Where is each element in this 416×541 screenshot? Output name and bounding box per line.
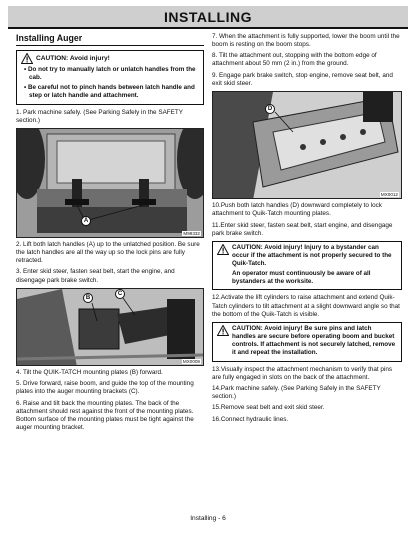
step-6: 6. Raise and tilt back the mounting plates. The back of the attachment should rest against the front of the mounting plates. Bottom surface of the mounting plates must be tight against the auger mounting bracket. [16, 399, 194, 431]
page-header-title: INSTALLING [164, 9, 252, 25]
step-1: 1. Park machine safely. (See Parking Safely in the SAFETY section.) [16, 108, 183, 124]
caution-title: CAUTION: Avoid injury! Injury to a bystander can occur if the attachment is not properly secured to the Quik-Tatch. [232, 243, 392, 267]
section-title: Installing Auger [16, 33, 204, 46]
warning-icon [217, 244, 229, 255]
step-4: 4. Tilt the QUIK-TATCH mounting plates (B) forward. [16, 368, 163, 376]
latch-down-photo [213, 92, 402, 199]
caution-box-pinch [16, 50, 204, 105]
caution-box-latch [212, 322, 402, 362]
step-8: 8. Tilt the attachment out, stopping with the bottom edge of attachment about 50 mm (2 in.) from the ground. [212, 52, 377, 68]
step-14: 14.Park machine safely. (See Parking Safely in the SAFETY section.) [212, 384, 381, 400]
warning-icon [21, 53, 33, 64]
step-13: 13.Visually inspect the attachment mechanism to verify that pins are fully engaged in slots on the back of the attachment. [212, 365, 393, 381]
caution-body: An operator must continuously be aware of all bystanders at the worksite. [232, 269, 371, 285]
step-15: 15.Remove seat belt and exit skid steer. [212, 404, 325, 412]
callout-a: A [81, 216, 91, 226]
step-7: 7. When the attachment is fully supported, lower the boom until the boom is resting on the boom stops. [212, 33, 400, 49]
step-12: 12.Activate the lift cylinders to raise attachment and extend Quik-Tatch cylinders to tilt attachment at a slight downward angle so that the bottom of the Quik-Tatch is visible. [212, 294, 400, 318]
figure-latch-down [212, 91, 402, 199]
figure-code: MX0009 [182, 358, 200, 364]
callout-c: C [115, 289, 125, 299]
step-5: 5. Drive forward, raise boom, and guide the top of the mounting plates into the auger mounting brackets (C). [16, 380, 194, 396]
figure-mounting-plates [16, 288, 204, 366]
figure-latch-handles [16, 128, 204, 238]
caution-bullet: • Be careful not to pinch hands between latch handle and step or latch handle and attachment. [24, 83, 195, 99]
caution-box-bystander [212, 241, 402, 291]
step-10: 10.Push both latch handles (D) downward completely to lock attachment to Quik-Tatch mounting plates. [212, 202, 382, 218]
right-column [212, 33, 402, 427]
step-16: 16.Connect hydraulic lines. [212, 415, 289, 423]
caution-title: CAUTION: Avoid injury! [36, 55, 110, 62]
step-9: 9. Engage park brake switch, stop engine, remove seat belt, and exit skid steer. [212, 71, 393, 87]
step-11: 11.Enter skid steer, fasten seat belt, start engine, and disengage park brake switch. [212, 221, 393, 237]
caution-title: CAUTION: Avoid injury! Be sure pins and latch handles are secure before operating boom and bucket controls. If attachment is not securely latched, remove it and repeat the installation. [232, 324, 396, 356]
callout-d: D [265, 104, 275, 114]
page-footer [0, 515, 416, 522]
left-column [16, 33, 204, 435]
caution-bullet: • Do not try to manually latch or unlatch handles from the cab. [24, 66, 196, 81]
figure-code: MX0012 [380, 192, 398, 198]
mounting-plates-photo [17, 289, 204, 366]
callout-b: B [83, 293, 93, 303]
figure-code: M99332 [183, 231, 200, 236]
latch-handles-photo [17, 129, 204, 238]
step-3: 3. Enter skid steer, fasten seat belt, start the engine, and disengage park brake switch. [16, 268, 175, 284]
step-2: 2. Lift both latch handles (A) up to the unlatched position. Be sure the latch handles are all the way up so the lock pins are fully retracted. [16, 241, 200, 265]
warning-icon [217, 325, 229, 336]
page-number: Installing - 6 [190, 515, 226, 522]
page-header [8, 6, 408, 29]
